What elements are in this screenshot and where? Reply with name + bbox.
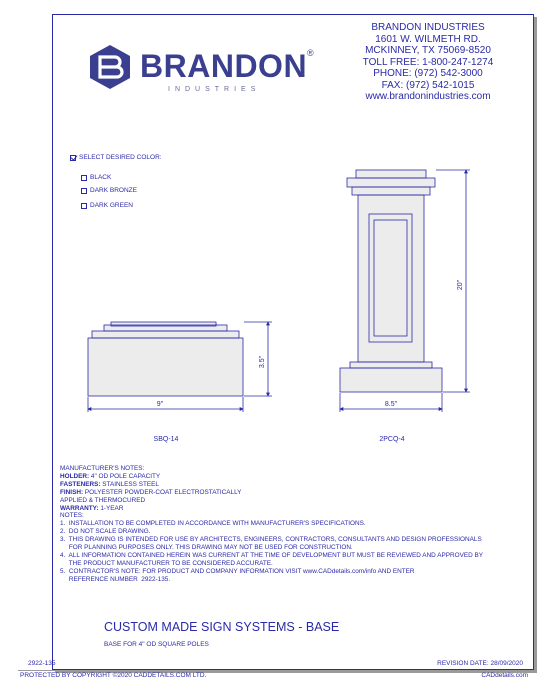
company-line: FAX: (972) 542-1015 bbox=[381, 79, 475, 91]
note-row: HOLDER: 4" OD POLE CAPACITY bbox=[60, 472, 161, 480]
company-line: MCKINNEY, TX 75069-8520 bbox=[365, 45, 491, 56]
note-row: FINISH: POLYESTER POWDER-COAT ELECTROSTATICALLY bbox=[60, 488, 242, 496]
color-select-heading: SELECT DESIRED COLOR: bbox=[70, 154, 162, 161]
company-line: www.brandonindustries.com bbox=[365, 91, 491, 102]
company-line: BRANDON INDUSTRIES bbox=[371, 22, 485, 33]
note-line: 4. ALL INFORMATION CONTAINED HEREIN WAS CURRENT AT THE TIME OF DEVELOPMENT BUT MUST BE REVIEWED AND APPROVED BY bbox=[60, 551, 484, 559]
sbq-14-height-dim: 3.5" bbox=[259, 355, 266, 369]
note-line: 5. CONTRACTOR'S NOTE: FOR PRODUCT AND COMPANY INFORMATION VISIT www.CADdetails.com/info AND ENTER bbox=[60, 567, 415, 575]
2pcq-4-label: 2PCQ-4 bbox=[379, 436, 405, 443]
color-option-black[interactable]: BLACK bbox=[81, 174, 111, 181]
company-line: PHONE: (972) 542-3000 bbox=[373, 68, 483, 79]
notes-block bbox=[60, 465, 483, 584]
2pcq-4-width-dim: 8.5" bbox=[384, 401, 398, 408]
reference-number: 2922-135 bbox=[28, 660, 56, 667]
copyright-text: PROTECTED BY COPYRIGHT ©2020 CADDETAILS.COM LTD. bbox=[20, 672, 207, 679]
revision-date: REVISION DATE: 28/09/2020 bbox=[437, 660, 523, 667]
note-line: 1. INSTALLATION TO BE COMPLETED IN ACCORDANCE WITH MANUFACTURER'S SPECIFICATIONS. bbox=[60, 520, 366, 528]
caddetails-link[interactable]: CADdetails.com bbox=[481, 672, 528, 679]
2pcq-4-height-dim: 20" bbox=[457, 279, 464, 291]
note-line: 3. THIS DRAWING IS INTENDED FOR USE BY ARCHITECTS, ENGINEERS, CONTRACTORS, CONSULTANTS AND DESIGN PROFESSIONALS bbox=[60, 536, 482, 544]
sbq-14-label: SBQ-14 bbox=[153, 436, 179, 443]
notes-heading: NOTES: bbox=[60, 512, 84, 520]
sbq-14-elevation bbox=[88, 322, 272, 412]
footer-rule bbox=[18, 670, 532, 671]
2pcq-4-elevation bbox=[340, 170, 470, 412]
note-line: REFERENCE NUMBER 2922-135. bbox=[60, 575, 171, 583]
company-line: 1601 W. WILMETH RD. bbox=[375, 33, 481, 45]
drawing-subtitle: BASE FOR 4" OD SQUARE POLES bbox=[104, 641, 209, 648]
color-option-dark-green[interactable]: DARK GREEN bbox=[81, 202, 133, 209]
brand-name: BRANDON® bbox=[140, 48, 315, 84]
drawing-title: CUSTOM MADE SIGN SYSTEMS - BASE bbox=[104, 620, 340, 634]
note-line: 2. DO NOT SCALE DRAWING. bbox=[60, 528, 151, 536]
brand-tagline: INDUSTRIES bbox=[168, 86, 261, 93]
color-option-dark-bronze[interactable]: DARK BRONZE bbox=[81, 187, 137, 194]
company-line: TOLL FREE: 1-800-247-1274 bbox=[362, 56, 494, 68]
note-row: FASTENERS: STAINLESS STEEL bbox=[60, 480, 159, 488]
note-row: APPLIED & THERMOCURED bbox=[60, 496, 146, 504]
note-row: WARRANTY: 1-YEAR bbox=[60, 504, 124, 512]
sbq-14-width-dim: 9" bbox=[156, 401, 164, 408]
note-line: FOR PLANNING PURPOSES ONLY. THIS DRAWING MAY NOT BE USED FOR CONSTRUCTION. bbox=[60, 544, 353, 552]
manufacturer-notes-heading: MANUFACTURER'S NOTES: bbox=[60, 465, 145, 472]
note-line: THE PRODUCT MANUFACTURER TO BE CONSIDERED ACCURATE. bbox=[60, 559, 273, 567]
